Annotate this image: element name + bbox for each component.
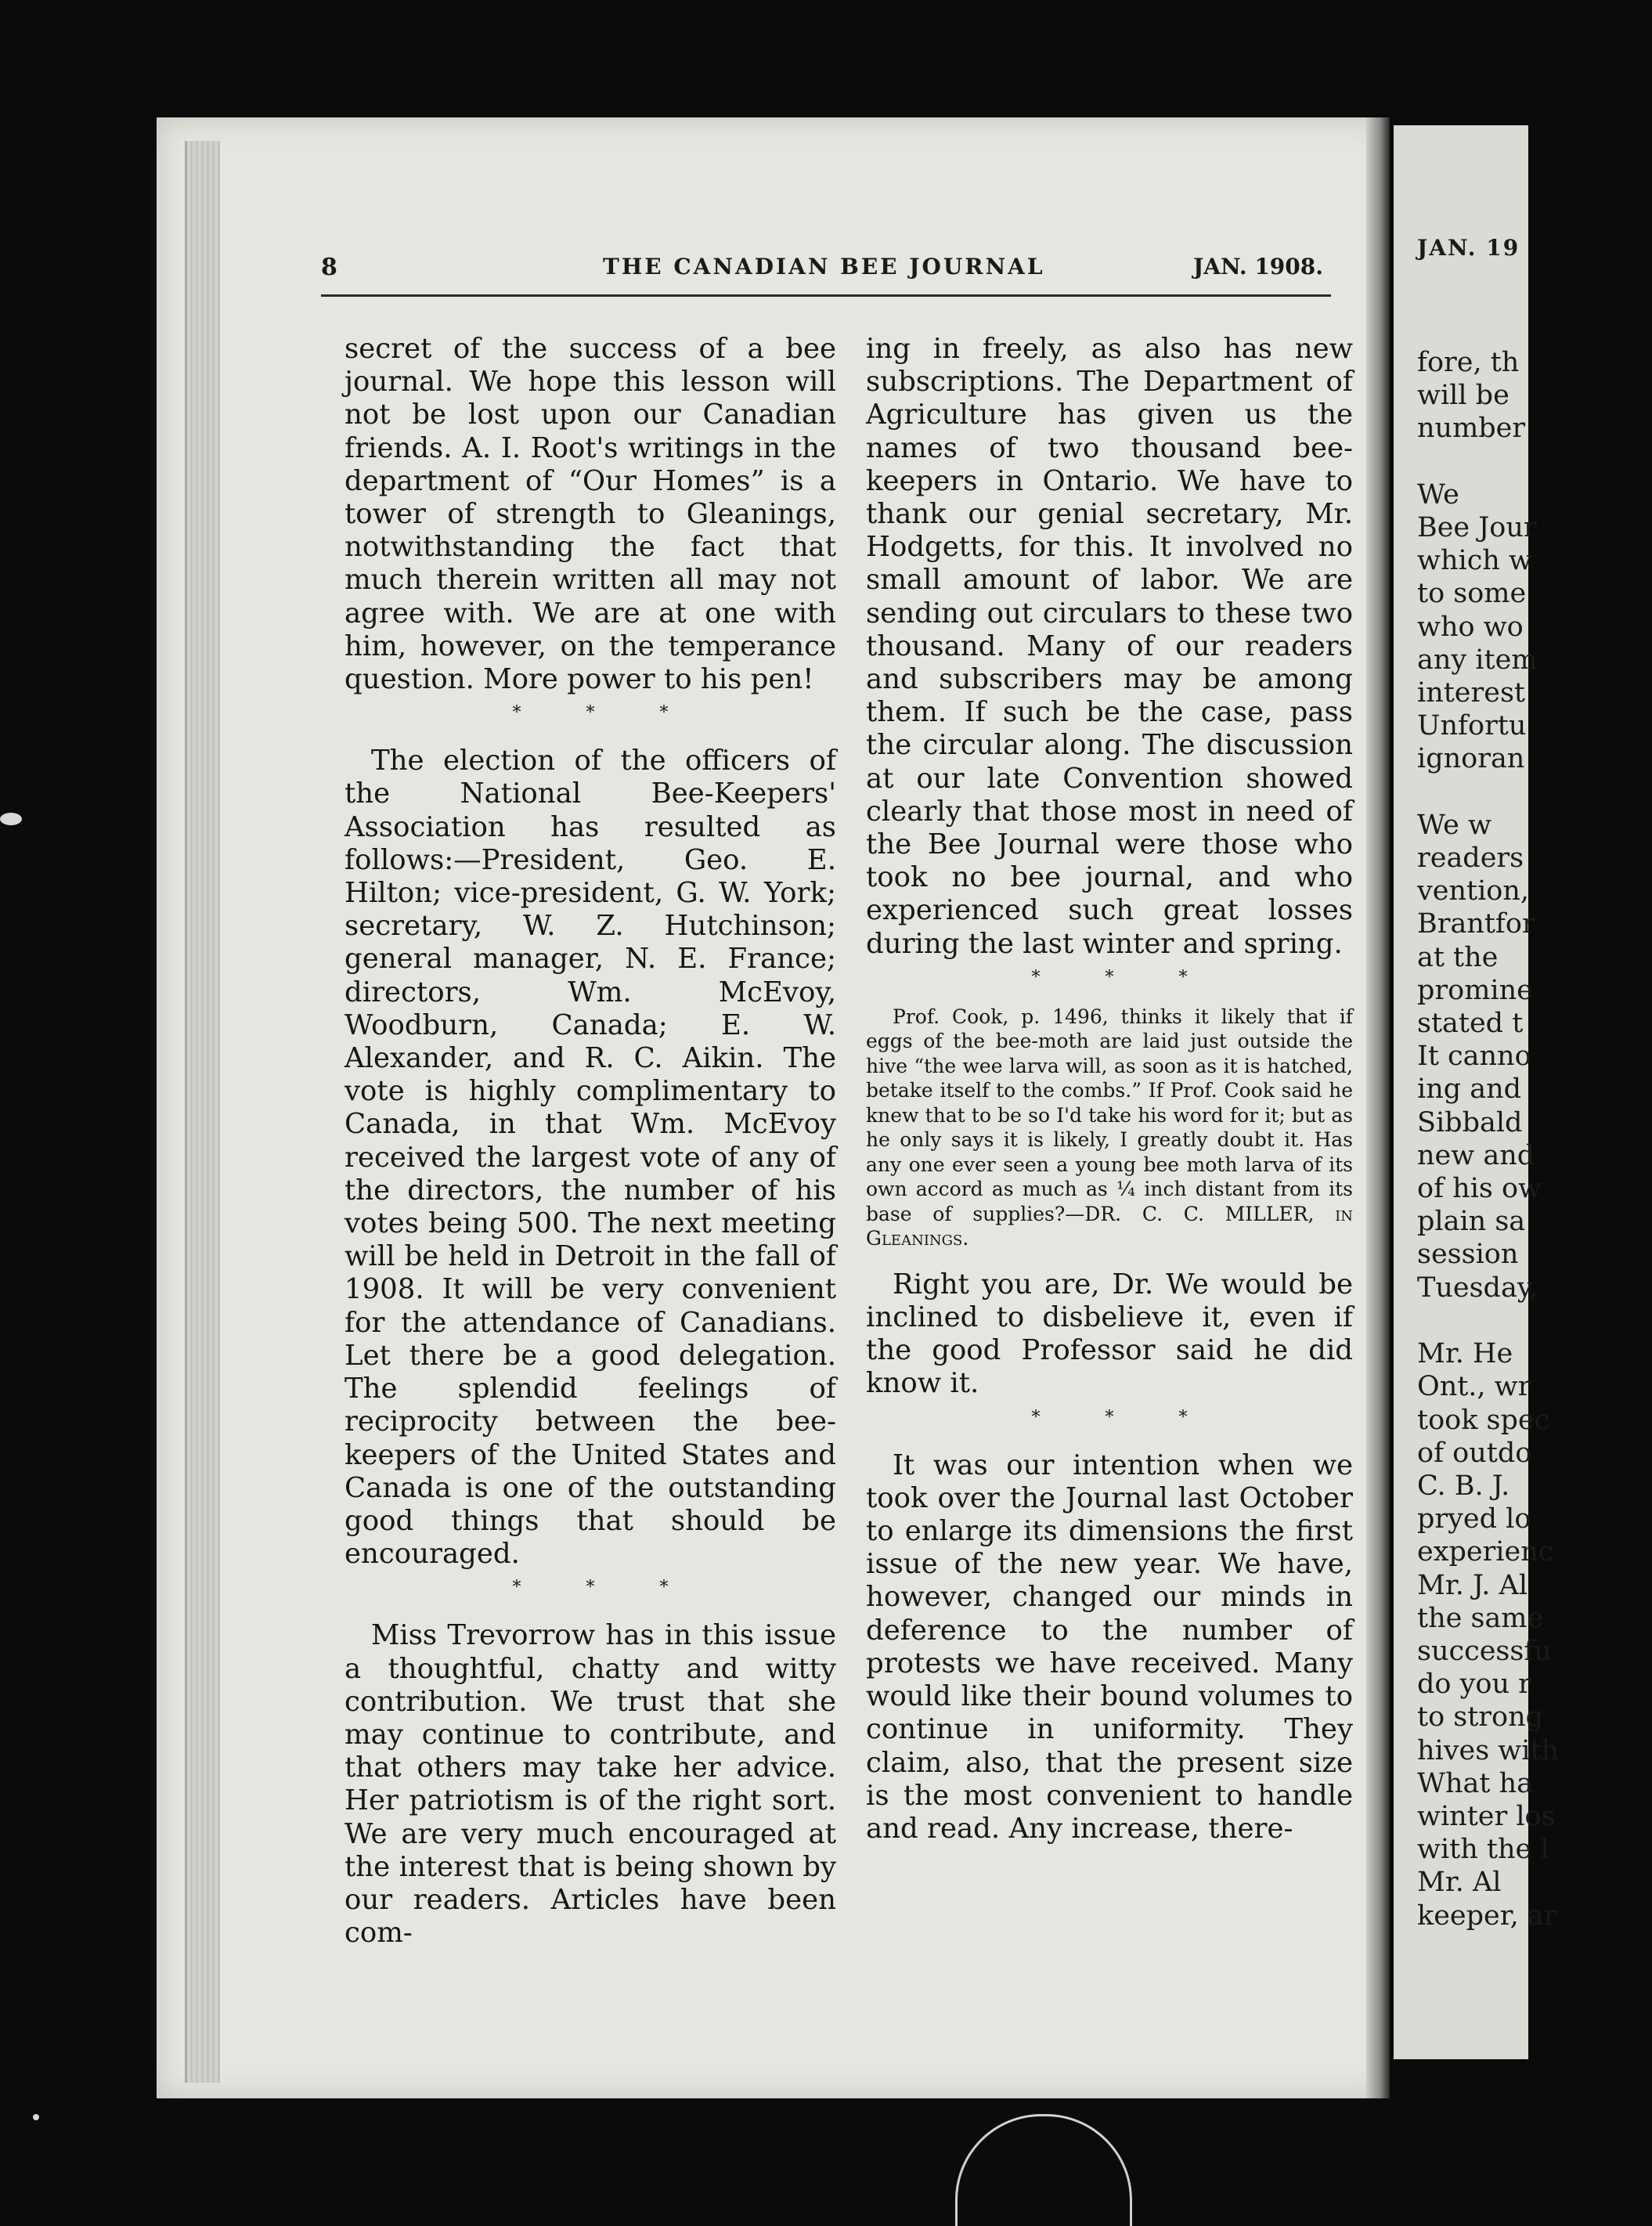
facing-page-line: session [1417,1239,1519,1271]
block-quote [866,1005,1353,1251]
facing-page-line: vention, [1417,875,1530,907]
facing-page-line [1417,446,1652,478]
facing-page-line: Mr. He [1417,1338,1513,1370]
journal-title: THE CANADIAN BEE JOURNAL [603,254,1045,280]
facing-page-line: Unfortu [1417,710,1527,742]
paragraph: The election of the officers of the National Bee-Keepers' Association has resulted as follows:—President, Geo. E. Hilton; vice-president, G. W. York; secretary, W. Z. Hutchinson; general manager, N. E. France; directors, Wm. McEvoy, Woodburn, Canada; E. W. Alexander, and R. C. Aikin. The vote is highly complimentary to Canada, in that Wm. McEvoy received the largest vote of any of the directors, the number of his votes being 500. The next meeting will be held in Detroit in the fall of 1908. It will be very convenient for the attendance of Canadians. Let there be a good delegation. The splendid feelings of reciprocity between the bee-keepers of the United States and Canada is one of the outstanding good things that should be encouraged. [344,745,836,1571]
page-number: 8 [321,254,337,281]
paragraph: Right you are, Dr. We would be inclined to disbelieve it, even if the good Professor said he did know it. [866,1268,1353,1400]
facing-page-line: Sibbald [1417,1106,1523,1138]
section-separator: * * * [512,1578,698,1598]
facing-page-line: any item [1417,644,1538,676]
facing-page-line: hives with [1417,1734,1560,1766]
paragraph: ing in freely, as also has new subscriptions. The Department of Agriculture has given us the names of two thousand bee-keepers in Ontario. We have to thank our genial secretary, Mr. Hodgetts, for this. It involved no small amount of labor. We are sending out circulars to these two thousand. Many of our readers and subscribers may be among them. If such be the case, pass the circular along. The discussion at our late Convention showed clearly that those most in need of the Bee Journal were those who took no bee journal, and who experienced such great losses during the last winter and spring. [866,333,1353,960]
facing-page-line: keeper, ar [1417,1899,1557,1932]
facing-page-line: at the [1417,941,1499,973]
book-gutter [1366,117,1390,2098]
facing-page-line: took spec [1417,1404,1550,1436]
page-edges [185,141,220,2083]
facing-page-line: experienc [1417,1536,1554,1568]
section-separator: * * * [1031,1407,1217,1427]
facing-page-line: interest [1417,677,1525,709]
issue-date: JAN. 1908. [1193,254,1323,280]
facing-page-header: JAN. 19 [1417,235,1520,261]
facing-page-line: promine [1417,974,1533,1006]
text-column-right [866,333,1353,1845]
section-separator: * * * [512,703,698,723]
quote-signature: —DR. C. C. MILLER, in Gleanings. [866,1202,1353,1250]
facing-page-line: winter los [1417,1800,1556,1832]
facing-page-line: It canno [1417,1041,1531,1073]
facing-page-line: Mr. J. Al [1417,1569,1528,1601]
facing-page-line: C. B. J. [1417,1470,1510,1502]
text-column-left [344,333,836,1950]
facing-page-line: What ha [1417,1767,1533,1799]
facing-page-line: Bee Jour [1417,512,1537,544]
facing-page-line: of his ow [1417,1173,1542,1205]
paragraph: Miss Trevorrow has in this issue a thoughtful, chatty and witty contribution. We trust that she may continue to contribute, and that others may take her advice. Her patriotism is of the right sort. We are very much encouraged at the interest that is being shown by our readers. Articles have been com- [344,1619,836,1950]
facing-page-line: number [1417,413,1526,445]
facing-page-line: who wo [1417,611,1524,643]
facing-page-line: We w [1417,809,1491,841]
quote-text: Prof. Cook, p. 1496, thinks it likely that if eggs of the bee-moth are laid just outside the hive “the wee larva will, as soon as it is hatched, betake itself to the combs.” If Prof. Cook said he knew that to be so I'd take his word for it; but as he only says it is likely, I greatly doubt it. Has any one ever seen a young bee moth larva of its own accord as much as ¼ inch distant from its base of supplies? [866,1005,1353,1225]
facing-page-line: the same [1417,1602,1544,1634]
facing-page-line: Tuesday, [1417,1272,1538,1304]
facing-page-line [1417,776,1652,809]
facing-page-line: fore, th [1417,347,1520,378]
paragraph: It was our intention when we took over the Journal last October to enlarge its dimensions the first issue of the new year. We have, however, changed our minds in deference to the number of protests we have received. Many would like their bound volumes to continue in uniformity. They claim, also, that the present size is the most convenient to handle and read. Any increase, there- [866,1449,1353,1845]
paragraph: secret of the success of a bee journal. We hope this lesson will not be lost upon our Canadian friends. A. I. Root's writings in the department of “Our Homes” is a tower of strength to Gleanings, notwithstanding the fact that much therein written all may not agree with. We are at one with him, however, on the temperance question. More power to his pen! [344,333,836,696]
facing-page-text [1417,346,1652,1932]
facing-page-line: pryed lo [1417,1503,1531,1535]
facing-page-line: to some [1417,578,1527,610]
facing-page-line: Brantfor [1417,908,1535,940]
running-header [321,247,1331,297]
facing-page-line: Mr. Al [1417,1867,1502,1899]
facing-page-line: will be [1417,380,1510,412]
facing-page-line: stated t [1417,1008,1524,1040]
facing-page [1394,125,1560,2059]
facing-page-line: successfu [1417,1635,1552,1667]
facing-page-line: which w [1417,545,1532,577]
facing-page-line: Ont., wr [1417,1371,1531,1403]
section-separator: * * * [1031,967,1217,987]
page-fold-mark [955,2114,1132,2226]
facing-page-line: ignoran [1417,743,1525,775]
facing-page-line: do you r [1417,1669,1531,1701]
facing-page-line [1417,1304,1652,1337]
facing-page-line: readers [1417,842,1524,875]
dust-speck [0,813,22,825]
facing-page-line: of outdo [1417,1437,1532,1469]
facing-page-line: with the l [1417,1834,1549,1866]
facing-page-line: ing and [1417,1073,1522,1106]
facing-page-line: new and [1417,1139,1535,1171]
facing-page-line: plain sa [1417,1206,1526,1238]
facing-page-line: to strong [1417,1701,1544,1734]
facing-page-line: We [1417,478,1459,511]
dust-speck [33,2114,39,2120]
